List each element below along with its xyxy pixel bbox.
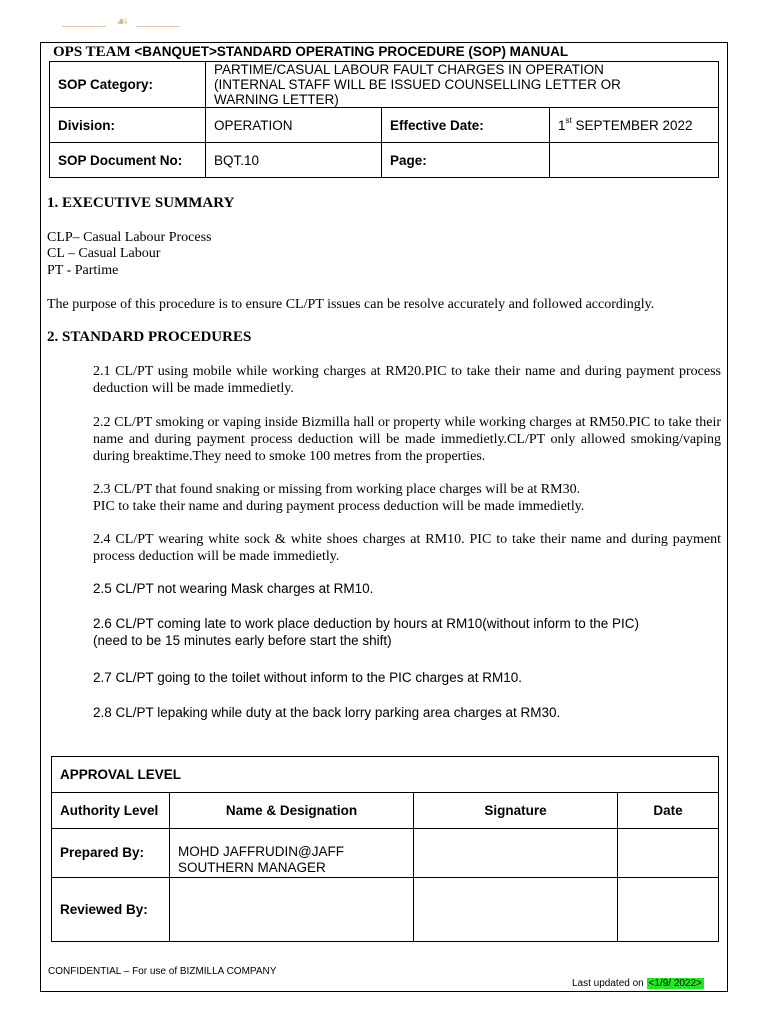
doc-number-label: SOP Document No:: [50, 143, 206, 178]
col-name-designation: Name & Designation: [170, 793, 414, 829]
section-heading-executive-summary: 1. EXECUTIVE SUMMARY: [47, 195, 235, 211]
sop-category-label: SOP Category:: [50, 62, 206, 108]
procedure-2-5: 2.5 CL/PT not wearing Mask charges at RM10.: [93, 581, 374, 596]
title-rest: <BANQUET>STANDARD OPERATING PROCEDURE (SOP) MANUAL: [130, 44, 569, 59]
prepared-by-label: Prepared By:: [52, 829, 170, 878]
prepared-name: MOHD JAFFRUDIN@JAFF: [178, 844, 344, 859]
effective-date-value: [550, 108, 719, 143]
procedure-2-2: 2.2 CL/PT smoking or vaping inside Bizmilla hall or property while working charges at RM50.PIC to take their name and during payment process deduction will be made immedietly.CL/PT only allowed smoking/vaping during breaktime.They need to smoke 100 metres from the properties.: [93, 415, 721, 464]
reviewed-name-cell: [170, 878, 414, 942]
division-value: OPERATION: [206, 108, 382, 143]
procedure-2-6-line: 2.6 CL/PT coming late to work place deduction by hours at RM10(without inform to the PIC): [93, 616, 640, 631]
definition-cl: CL – Casual Labour: [47, 246, 161, 261]
definition-clp: CLP– Casual Labour Process: [47, 230, 212, 245]
page-label: Page:: [382, 143, 550, 178]
reviewed-date-cell: [618, 878, 719, 942]
prepared-designation: SOUTHERN MANAGER: [178, 860, 326, 875]
sop-category-value: [206, 62, 719, 108]
approval-title: APPROVAL LEVEL: [52, 757, 719, 793]
prepared-signature-cell: [414, 829, 618, 878]
sop-info-table: [49, 61, 719, 178]
last-updated: [572, 978, 704, 989]
doc-number-value: BQT.10: [206, 143, 382, 178]
definition-pt: PT - Partime: [47, 263, 119, 278]
reviewed-signature-cell: [414, 878, 618, 942]
effective-day-suffix: st: [565, 115, 572, 125]
effective-month-year: SEPTEMBER 2022: [571, 117, 693, 133]
procedure-2-6-line: (need to be 15 minutes early before start the shift): [93, 633, 392, 648]
prepared-date-cell: [618, 829, 719, 878]
col-signature: Signature: [414, 793, 618, 829]
document-title: [53, 44, 568, 61]
col-authority-level: Authority Level: [52, 793, 170, 829]
col-date: Date: [618, 793, 719, 829]
sop-category-line: WARNING LETTER): [214, 92, 339, 107]
division-label: Division:: [50, 108, 206, 143]
sop-category-line: PARTIME/CASUAL LABOUR FAULT CHARGES IN OPERATION: [214, 62, 604, 77]
effective-day: 1: [558, 117, 566, 133]
title-prefix: OPS TEAM: [53, 44, 131, 60]
procedure-2-3-line: 2.3 CL/PT that found snaking or missing from working place charges will be at RM30.: [93, 482, 581, 497]
purpose-statement: The purpose of this procedure is to ensure CL/PT issues can be resolve accurately and followed accordingly.: [47, 297, 655, 312]
confidential-notice: CONFIDENTIAL – For use of BIZMILLA COMPANY: [48, 966, 277, 977]
procedure-2-1: 2.1 CL/PT using mobile while working charges at RM20.PIC to take their name and during payment process deduction will be made immedietly.: [93, 364, 721, 396]
page-value: [550, 143, 719, 178]
sop-category-line: (INTERNAL STAFF WILL BE ISSUED COUNSELLING LETTER OR: [214, 77, 621, 92]
procedure-2-8: 2.8 CL/PT lepaking while duty at the back lorry parking area charges at RM30.: [93, 705, 561, 720]
approval-table: [51, 756, 719, 942]
prepared-by-name: [170, 829, 414, 878]
reviewed-by-label: Reviewed By:: [52, 878, 170, 942]
section-heading-standard-procedures: 2. STANDARD PROCEDURES: [47, 329, 252, 345]
procedure-2-7: 2.7 CL/PT going to the toilet without inform to the PIC charges at RM10.: [93, 670, 522, 685]
logo-mark-icon: ☙: [115, 15, 129, 30]
procedure-2-3-line: PIC to take their name and during payment process deduction will be made immedietly.: [93, 499, 585, 514]
last-updated-label: Last updated on: [572, 978, 647, 989]
company-logo: [62, 12, 180, 40]
effective-date-label: Effective Date:: [382, 108, 550, 143]
last-updated-date: <1/9/ 2022>: [648, 978, 702, 989]
procedure-2-4: 2.4 CL/PT wearing white sock & white shoes charges at RM10. PIC to take their name and during payment process deduction will be made immedietly.: [93, 532, 721, 564]
